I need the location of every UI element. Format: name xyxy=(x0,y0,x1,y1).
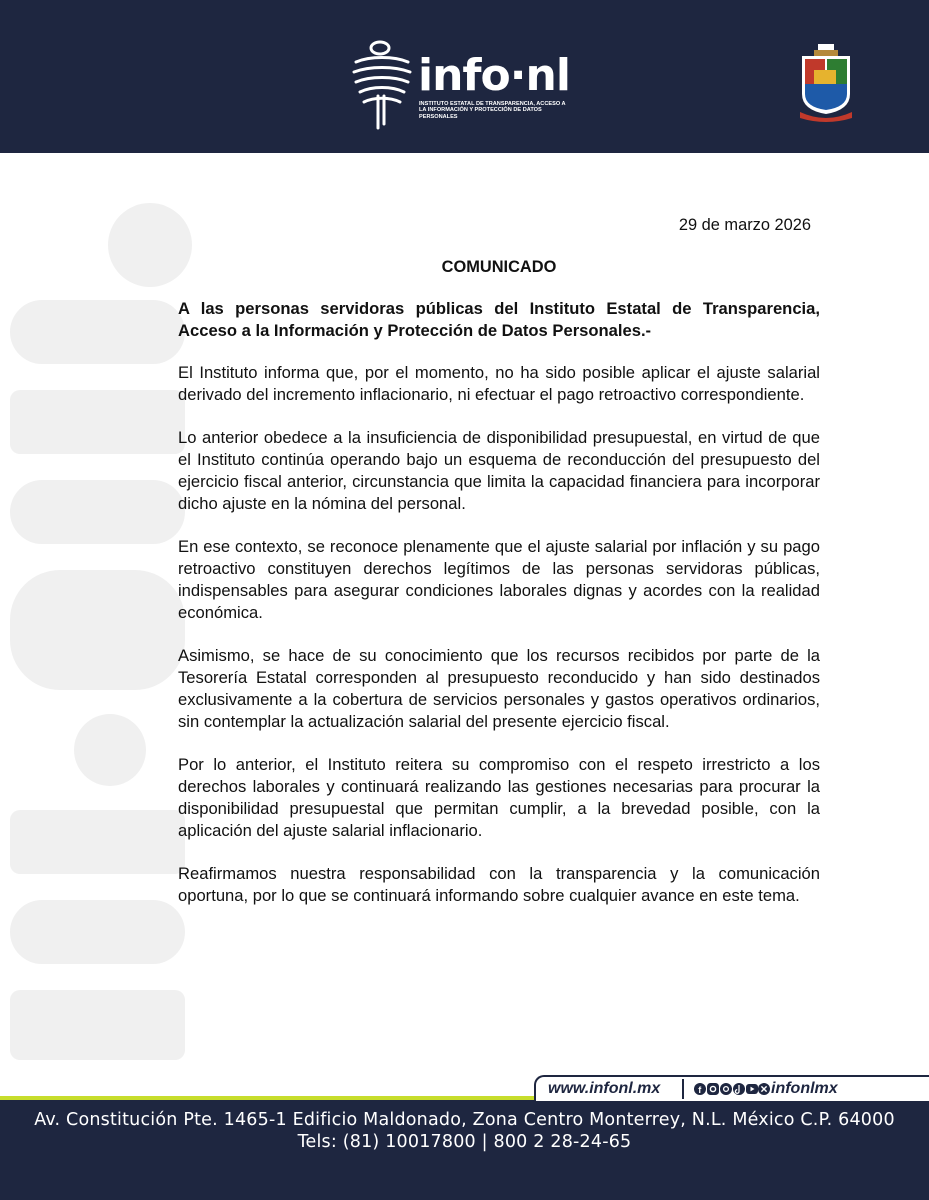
paragraph: En ese contexto, se reconoce plenamente que el ajuste salarial por inflación y su pago retroactivo constituyen derechos legítimos de las personas servidoras públicas, indispensables para asegurar condiciones laborales dignas y acordes con la realidad económica. xyxy=(178,537,820,622)
footer-web-box xyxy=(534,1075,929,1101)
document-date: 29 de marzo 2026 xyxy=(678,216,811,234)
document-paragraphs xyxy=(178,362,820,928)
document-title: COMUNICADO xyxy=(441,258,557,276)
instagram-icon[interactable] xyxy=(707,1083,719,1095)
coat-of-arms-icon xyxy=(796,44,856,122)
document-addressee: A las personas servidoras públicas del Instituto Estatal de Transparencia, Acceso a la Información y Protección de Datos Personales.- xyxy=(178,299,820,340)
facebook-icon[interactable] xyxy=(694,1083,706,1095)
infonl-watermark-icon xyxy=(0,190,200,1080)
svg-text:f: f xyxy=(698,1085,702,1095)
brand-subtitle: INSTITUTO ESTATAL DE TRANSPARENCIA, ACCESO A LA INFORMACIÓN Y PROTECCIÓN DE DATOS PERSONALES xyxy=(419,101,566,120)
website-link[interactable]: www.infonl.mx xyxy=(548,1080,661,1097)
paragraph: Lo anterior obedece a la insuficiencia de disponibilidad presupuestal, en virtud de que el Instituto continúa operando bajo un esquema de reconducción del presupuesto del ejercicio fiscal anterior, circunstancia que limita la capacidad financiera para incorporar dicho ajuste en la nómina del personal. xyxy=(178,428,820,513)
social-icons-group xyxy=(694,1082,770,1096)
brand-wordmark: info·nl xyxy=(418,50,570,101)
tiktok-icon[interactable] xyxy=(733,1083,745,1095)
footer-phones: Tels: (81) 10017800 | 800 2 28-24-65 xyxy=(297,1132,632,1152)
paragraph: Por lo anterior, el Instituto reitera su compromiso con el respeto irrestricto a los derechos laborales y continuará realizando las gestiones necesarias para procurar la disponibilidad presupuestal que permitan cumplir, a la brevedad posible, con la aplicación del ajuste salarial inflacionario. xyxy=(178,755,820,840)
footer-address: Av. Constitución Pte. 1465-1 Edificio Maldonado, Zona Centro Monterrey, N.L. México C.P. 64000 xyxy=(34,1110,895,1130)
youtube-icon[interactable] xyxy=(746,1084,758,1094)
paragraph: Asimismo, se hace de su conocimiento que los recursos recibidos por parte de la Tesorería Estatal corresponden al presupuesto reconducido y han sido destinados exclusivamente a la cobertura de servicios personales y gastos operativos ordinarios, sin contemplar la actualización salarial del presente ejercicio fiscal. xyxy=(178,646,820,731)
divider xyxy=(682,1079,684,1099)
threads-icon[interactable] xyxy=(720,1083,732,1095)
infonl-logo-icon xyxy=(350,36,414,132)
paragraph: El Instituto informa que, por el momento, no ha sido posible aplicar el ajuste salarial derivado del incremento inflacionario, ni efectuar el pago retroactivo correspondiente. xyxy=(178,363,820,404)
x-icon[interactable] xyxy=(758,1083,770,1095)
paragraph: Reafirmamos nuestra responsabilidad con la transparencia y la comunicación oportuna, por lo que se continuará informando sobre cualquier avance en este tema. xyxy=(178,864,820,905)
header-band xyxy=(0,0,929,153)
social-handle[interactable]: infonlmx xyxy=(771,1080,838,1097)
